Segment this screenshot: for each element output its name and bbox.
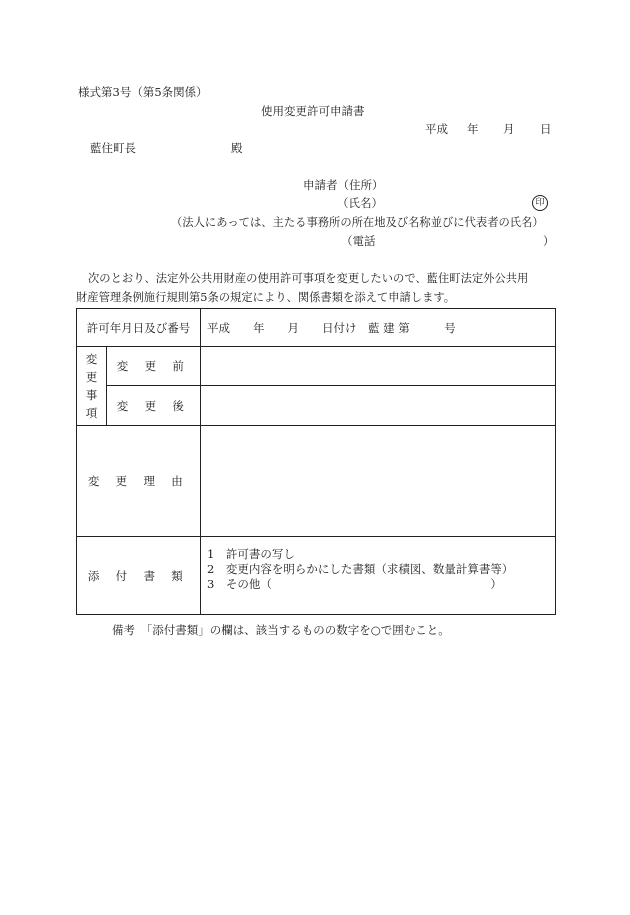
after-field[interactable]: [201, 386, 556, 426]
before-label: 変 更 前: [107, 347, 201, 386]
honorific: 殿: [231, 141, 243, 155]
change-items-char: 事: [85, 388, 98, 402]
intro-line-2: 財産管理条例施行規則第5条の規定により、関係書類を添えて申請します。: [76, 291, 456, 304]
corporate-note: （法人にあっては、主たる事務所の所在地及び名称並びに代表者の氏名）: [171, 216, 544, 229]
reason-label: 変 更 理 由: [77, 426, 201, 537]
change-after-row: [77, 386, 556, 426]
change-items-char: 変: [85, 352, 98, 366]
phone-close: ）: [543, 234, 555, 248]
change-before-row: [77, 347, 556, 386]
date-day: 日: [540, 122, 552, 136]
change-items-char: 更: [85, 370, 98, 384]
reason-field[interactable]: [201, 426, 556, 537]
attachment-item: 2 変更内容を明らかにした書類（求積図、数量計算書等）: [207, 562, 514, 576]
date-era: 平成: [425, 122, 448, 136]
after-label: 変 更 後: [107, 386, 201, 426]
date-month: 月: [503, 122, 515, 136]
form-number: 様式第3号（第5条関係）: [78, 85, 208, 99]
footnote: 備考 「添付書類」の欄は、該当するものの数字を○で囲むこと。: [112, 623, 450, 637]
intro-line-1: 次のとおり、法定外公共用財産の使用許可事項を変更したいので、藍住町法定外公共用: [88, 272, 529, 285]
permit-label: 許可年月日及び番号: [77, 309, 201, 347]
reason-row: [77, 426, 556, 537]
applicant-address-label: 申請者（住所）: [303, 178, 384, 192]
document-title: 使用変更許可申請書: [261, 104, 365, 118]
applicant-name-label: （氏名）: [337, 196, 383, 210]
attachment-item: 3 その他（ ）: [207, 577, 502, 591]
permit-value: 平成 年 月 日付け 藍 建 第 号: [201, 309, 556, 347]
attachment-item: 1 許可書の写し: [207, 547, 295, 561]
application-table: [76, 308, 556, 615]
phone-label: （電話: [341, 234, 376, 248]
change-items-label: [77, 347, 107, 426]
before-field[interactable]: [201, 347, 556, 386]
permit-row: [77, 309, 556, 347]
attachments-list: [201, 537, 556, 615]
date-year: 年: [467, 122, 479, 136]
seal-mark: 印: [532, 195, 548, 211]
addressee: 藍住町長: [90, 141, 136, 155]
change-items-char: 項: [85, 406, 98, 420]
attachments-row: [77, 537, 556, 615]
attachments-label: 添 付 書 類: [77, 537, 201, 615]
